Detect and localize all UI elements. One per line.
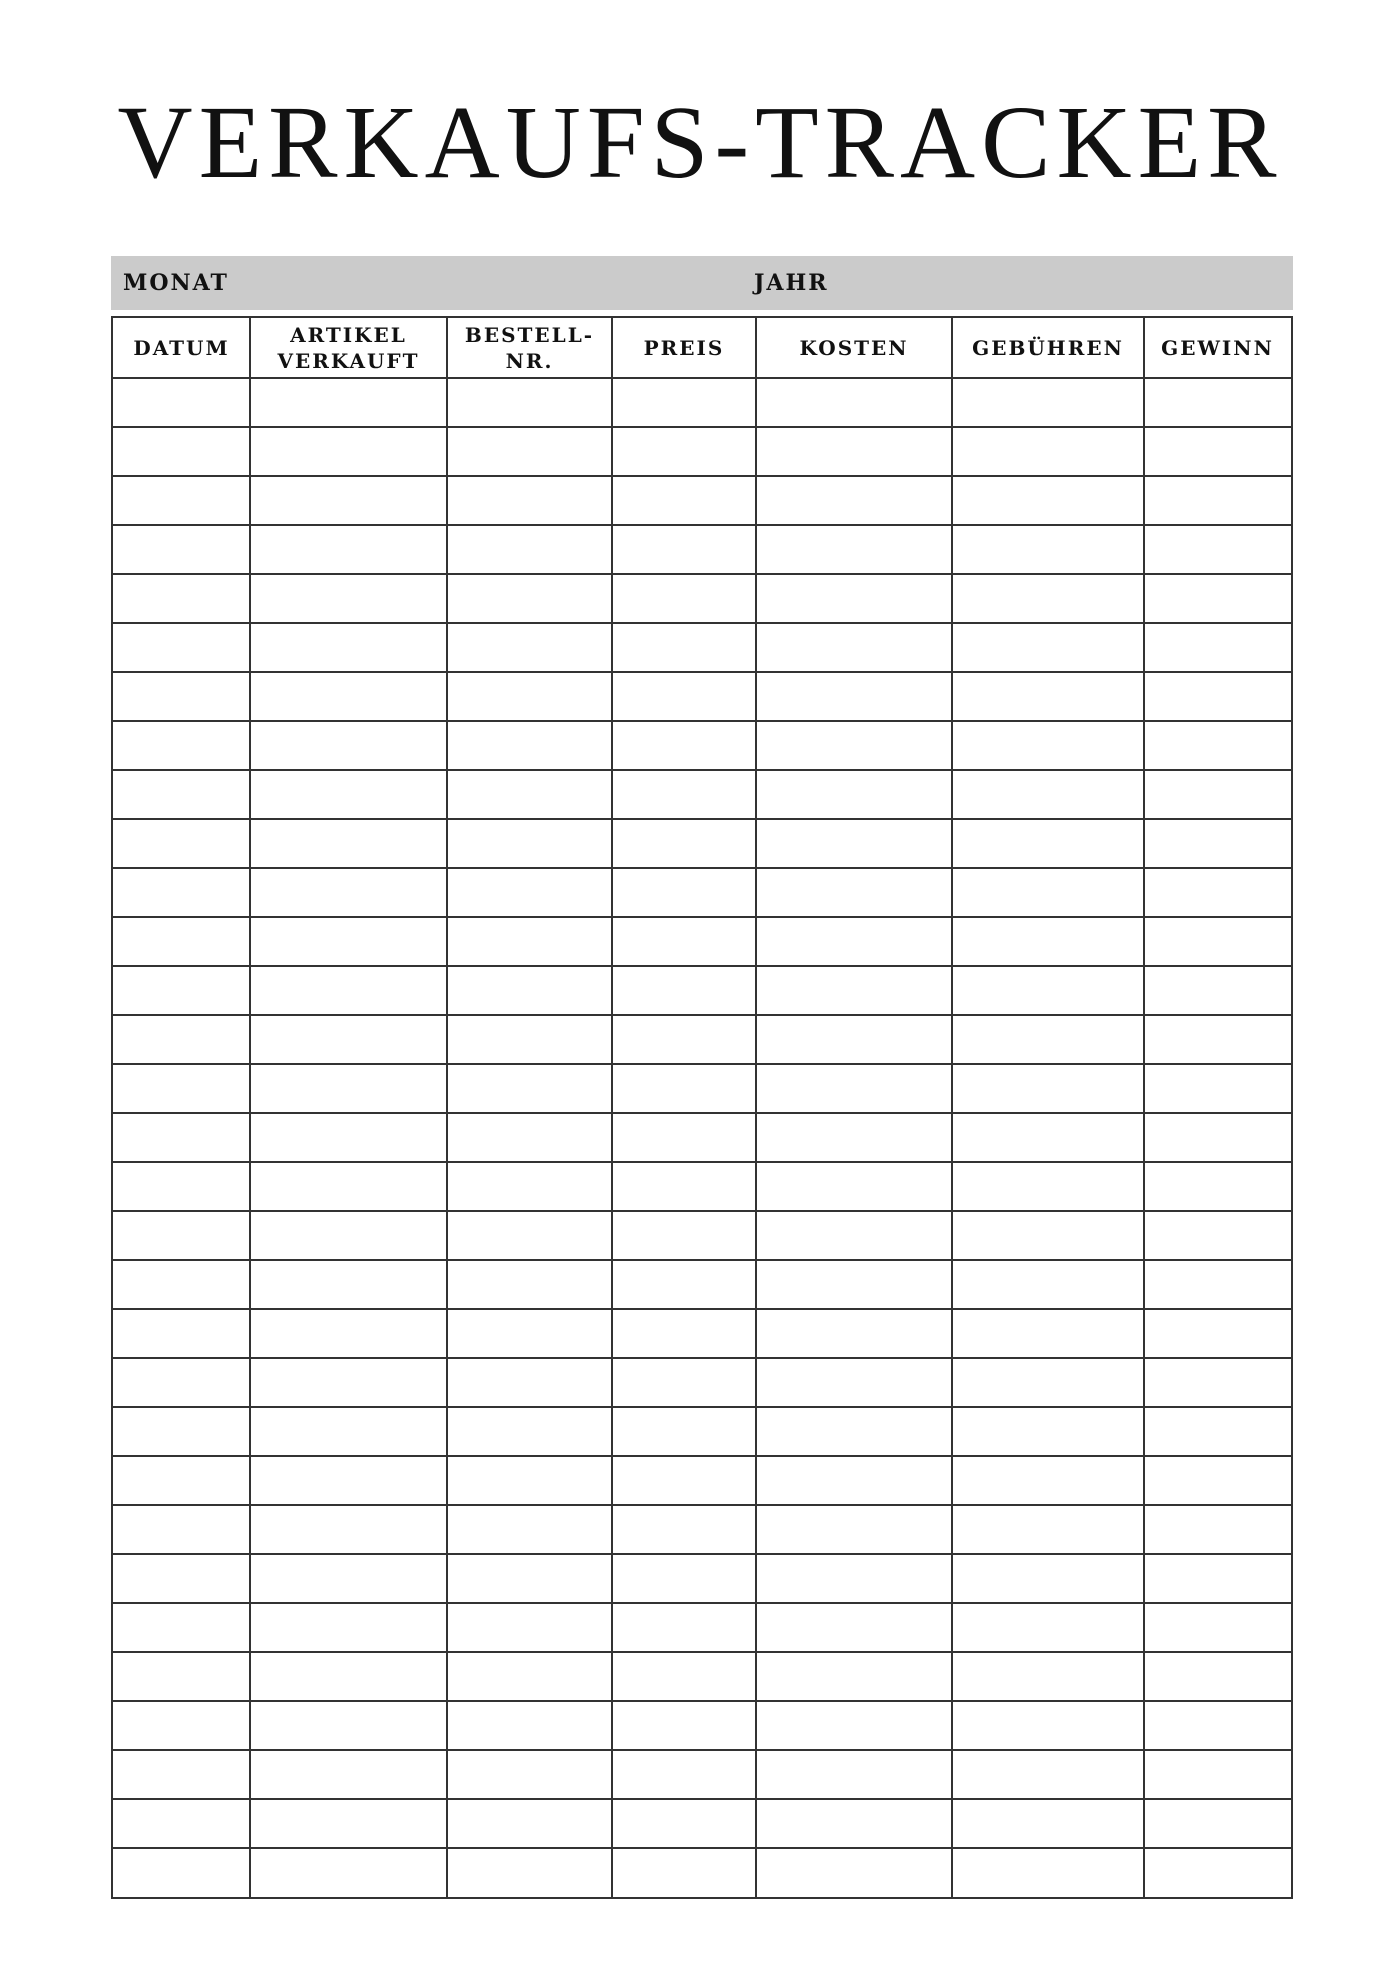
table-cell[interactable] bbox=[612, 574, 756, 623]
table-cell[interactable] bbox=[612, 1456, 756, 1505]
table-cell[interactable] bbox=[250, 1848, 447, 1897]
table-cell[interactable] bbox=[447, 1113, 612, 1162]
table-cell[interactable] bbox=[113, 966, 250, 1015]
page-title: VERKAUFS-TRACKER bbox=[117, 85, 1283, 200]
month-label: MONAT bbox=[123, 270, 229, 296]
table-cell[interactable] bbox=[447, 1211, 612, 1260]
table-cell[interactable] bbox=[113, 574, 250, 623]
table-cell[interactable] bbox=[756, 819, 952, 868]
table-cell[interactable] bbox=[1144, 672, 1291, 721]
table-row bbox=[113, 1064, 1291, 1113]
table-row bbox=[113, 1260, 1291, 1309]
table-cell[interactable] bbox=[612, 1358, 756, 1407]
table-cell[interactable] bbox=[447, 917, 612, 966]
table-cell[interactable] bbox=[612, 525, 756, 574]
table-cell[interactable] bbox=[250, 1407, 447, 1456]
table-cell[interactable] bbox=[1144, 1162, 1291, 1211]
table-cell[interactable] bbox=[612, 1750, 756, 1799]
table-cell[interactable] bbox=[447, 1701, 612, 1750]
table-cell[interactable] bbox=[113, 1358, 250, 1407]
table-cell[interactable] bbox=[952, 1456, 1144, 1505]
table-cell[interactable] bbox=[447, 1015, 612, 1064]
table-cell[interactable] bbox=[756, 1211, 952, 1260]
table-cell[interactable] bbox=[113, 1015, 250, 1064]
table-cell[interactable] bbox=[612, 1113, 756, 1162]
table-row bbox=[113, 672, 1291, 721]
table-cell[interactable] bbox=[612, 770, 756, 819]
table-cell[interactable] bbox=[952, 1701, 1144, 1750]
table-cell[interactable] bbox=[250, 623, 447, 672]
table-cell[interactable] bbox=[447, 1456, 612, 1505]
table-cell[interactable] bbox=[1144, 1211, 1291, 1260]
table-cell[interactable] bbox=[113, 1848, 250, 1897]
table-row bbox=[113, 819, 1291, 868]
table-cell[interactable] bbox=[612, 1799, 756, 1848]
table-row bbox=[113, 1358, 1291, 1407]
table-cell[interactable] bbox=[952, 1554, 1144, 1603]
table-cell[interactable] bbox=[113, 1603, 250, 1652]
column-header-1: DATUM bbox=[133, 336, 230, 360]
table-row bbox=[113, 1799, 1291, 1848]
table-cell[interactable] bbox=[250, 378, 447, 427]
column-header-2: ARTIKEL VERKAUFT bbox=[277, 323, 420, 373]
table-cell[interactable] bbox=[756, 1456, 952, 1505]
table-cell[interactable] bbox=[447, 1358, 612, 1407]
table-cell[interactable] bbox=[1144, 427, 1291, 476]
table-cell[interactable] bbox=[612, 1554, 756, 1603]
table-cell[interactable] bbox=[250, 1750, 447, 1799]
table-cell[interactable] bbox=[113, 1309, 250, 1358]
table-cell[interactable] bbox=[1144, 819, 1291, 868]
table-cell[interactable] bbox=[612, 1260, 756, 1309]
table-cell[interactable] bbox=[756, 1603, 952, 1652]
table-cell[interactable] bbox=[1144, 1113, 1291, 1162]
table-cell[interactable] bbox=[250, 1799, 447, 1848]
table-cell[interactable] bbox=[1144, 1848, 1291, 1897]
table-cell[interactable] bbox=[756, 1750, 952, 1799]
table-cell[interactable] bbox=[447, 1064, 612, 1113]
table-cell[interactable] bbox=[756, 1309, 952, 1358]
table-cell[interactable] bbox=[1144, 1799, 1291, 1848]
table-cell[interactable] bbox=[113, 525, 250, 574]
table-cell[interactable] bbox=[952, 1652, 1144, 1701]
table-row bbox=[113, 917, 1291, 966]
table-cell[interactable] bbox=[756, 1260, 952, 1309]
table-cell[interactable] bbox=[952, 1162, 1144, 1211]
table-cell[interactable] bbox=[612, 1603, 756, 1652]
table-cell[interactable] bbox=[952, 1407, 1144, 1456]
table-cell[interactable] bbox=[113, 868, 250, 917]
table-cell[interactable] bbox=[952, 574, 1144, 623]
table-cell[interactable] bbox=[1144, 1554, 1291, 1603]
table-cell[interactable] bbox=[756, 868, 952, 917]
table-cell[interactable] bbox=[1144, 574, 1291, 623]
table-cell[interactable] bbox=[756, 1162, 952, 1211]
table-cell[interactable] bbox=[952, 1064, 1144, 1113]
table-cell[interactable] bbox=[1144, 917, 1291, 966]
table-cell[interactable] bbox=[612, 672, 756, 721]
table-row bbox=[113, 1211, 1291, 1260]
table-row bbox=[113, 1750, 1291, 1799]
table-cell[interactable] bbox=[113, 1554, 250, 1603]
table-cell[interactable] bbox=[113, 1505, 250, 1554]
table-cell[interactable] bbox=[612, 1015, 756, 1064]
table-cell[interactable] bbox=[113, 1407, 250, 1456]
table-cell[interactable] bbox=[1144, 1652, 1291, 1701]
table-cell[interactable] bbox=[250, 1505, 447, 1554]
table-row bbox=[113, 1456, 1291, 1505]
table-cell[interactable] bbox=[447, 525, 612, 574]
table-cell[interactable] bbox=[113, 378, 250, 427]
table-cell[interactable] bbox=[447, 721, 612, 770]
table-row bbox=[113, 1162, 1291, 1211]
table-row bbox=[113, 1554, 1291, 1603]
table-cell[interactable] bbox=[756, 525, 952, 574]
table-cell[interactable] bbox=[756, 966, 952, 1015]
table-cell[interactable] bbox=[250, 525, 447, 574]
table-cell[interactable] bbox=[250, 770, 447, 819]
table-cell[interactable] bbox=[1144, 1603, 1291, 1652]
table-cell[interactable] bbox=[113, 1799, 250, 1848]
table-cell[interactable] bbox=[756, 1407, 952, 1456]
table-cell[interactable] bbox=[1144, 1064, 1291, 1113]
table-cell[interactable] bbox=[612, 1162, 756, 1211]
column-header-7: GEWINN bbox=[1161, 336, 1274, 360]
table-row bbox=[113, 1015, 1291, 1064]
table-cell[interactable] bbox=[113, 1701, 250, 1750]
month-year-bar bbox=[111, 256, 1293, 310]
table-cell[interactable] bbox=[250, 1701, 447, 1750]
table-cell[interactable] bbox=[612, 1064, 756, 1113]
table-row bbox=[113, 623, 1291, 672]
table-cell[interactable] bbox=[250, 1603, 447, 1652]
table-cell[interactable] bbox=[250, 1211, 447, 1260]
table-cell[interactable] bbox=[447, 1848, 612, 1897]
table-row bbox=[113, 1407, 1291, 1456]
table-cell[interactable] bbox=[447, 1652, 612, 1701]
table-cell[interactable] bbox=[250, 1015, 447, 1064]
table-cell[interactable] bbox=[612, 1309, 756, 1358]
table-cell[interactable] bbox=[1144, 623, 1291, 672]
table-cell[interactable] bbox=[1144, 1260, 1291, 1309]
table-cell[interactable] bbox=[756, 476, 952, 525]
table-cell[interactable] bbox=[952, 770, 1144, 819]
table-cell[interactable] bbox=[447, 1260, 612, 1309]
table-cell[interactable] bbox=[952, 672, 1144, 721]
table-row bbox=[113, 476, 1291, 525]
table-cell[interactable] bbox=[756, 623, 952, 672]
table-cell[interactable] bbox=[113, 427, 250, 476]
table-cell[interactable] bbox=[447, 1554, 612, 1603]
table-cell[interactable] bbox=[1144, 525, 1291, 574]
table-cell[interactable] bbox=[447, 1162, 612, 1211]
table-cell[interactable] bbox=[952, 1799, 1144, 1848]
table-row bbox=[113, 427, 1291, 476]
table-cell[interactable] bbox=[756, 378, 952, 427]
sales-table bbox=[111, 316, 1293, 1899]
table-cell[interactable] bbox=[113, 1162, 250, 1211]
table-cell[interactable] bbox=[612, 1652, 756, 1701]
table-cell[interactable] bbox=[952, 1603, 1144, 1652]
table-cell[interactable] bbox=[1144, 868, 1291, 917]
table-cell[interactable] bbox=[756, 1848, 952, 1897]
table-cell[interactable] bbox=[447, 476, 612, 525]
table-cell[interactable] bbox=[1144, 1015, 1291, 1064]
table-cell[interactable] bbox=[113, 672, 250, 721]
table-cell[interactable] bbox=[612, 427, 756, 476]
table-cell[interactable] bbox=[756, 1652, 952, 1701]
table-cell[interactable] bbox=[447, 378, 612, 427]
column-header-3: BESTELL-NR. bbox=[464, 323, 595, 373]
table-cell[interactable] bbox=[952, 917, 1144, 966]
table-cell[interactable] bbox=[1144, 1407, 1291, 1456]
table-cell[interactable] bbox=[447, 1603, 612, 1652]
table-cell[interactable] bbox=[952, 1211, 1144, 1260]
table-cell[interactable] bbox=[1144, 1456, 1291, 1505]
table-cell[interactable] bbox=[447, 672, 612, 721]
table-row bbox=[113, 574, 1291, 623]
table-cell[interactable] bbox=[1144, 1750, 1291, 1799]
table-cell[interactable] bbox=[447, 819, 612, 868]
table-cell[interactable] bbox=[612, 623, 756, 672]
table-cell[interactable] bbox=[447, 1309, 612, 1358]
table-cell[interactable] bbox=[756, 1799, 952, 1848]
table-cell[interactable] bbox=[952, 966, 1144, 1015]
table-cell[interactable] bbox=[612, 1211, 756, 1260]
table-cell[interactable] bbox=[952, 1309, 1144, 1358]
table-cell[interactable] bbox=[113, 1456, 250, 1505]
table-cell[interactable] bbox=[447, 1750, 612, 1799]
table-cell[interactable] bbox=[447, 427, 612, 476]
table-cell[interactable] bbox=[612, 476, 756, 525]
table-cell[interactable] bbox=[612, 1848, 756, 1897]
table-cell[interactable] bbox=[952, 1750, 1144, 1799]
table-cell[interactable] bbox=[250, 1358, 447, 1407]
table-cell[interactable] bbox=[250, 721, 447, 770]
table-row bbox=[113, 1652, 1291, 1701]
table-cell[interactable] bbox=[250, 966, 447, 1015]
table-cell[interactable] bbox=[250, 1260, 447, 1309]
table-cell[interactable] bbox=[250, 1456, 447, 1505]
column-header-6: GEBÜHREN bbox=[972, 336, 1124, 360]
table-cell[interactable] bbox=[113, 1211, 250, 1260]
table-cell[interactable] bbox=[113, 721, 250, 770]
table-cell[interactable] bbox=[952, 427, 1144, 476]
table-cell[interactable] bbox=[756, 1554, 952, 1603]
table-cell[interactable] bbox=[113, 1652, 250, 1701]
table-cell[interactable] bbox=[113, 1750, 250, 1799]
table-cell[interactable] bbox=[250, 1652, 447, 1701]
table-row bbox=[113, 770, 1291, 819]
table-row bbox=[113, 1701, 1291, 1750]
table-cell[interactable] bbox=[1144, 1701, 1291, 1750]
year-label: JAHR bbox=[754, 270, 829, 296]
table-cell[interactable] bbox=[952, 1505, 1144, 1554]
table-cell[interactable] bbox=[952, 1358, 1144, 1407]
table-cell[interactable] bbox=[1144, 770, 1291, 819]
table-cell[interactable] bbox=[250, 819, 447, 868]
table-cell[interactable] bbox=[447, 1407, 612, 1456]
table-cell[interactable] bbox=[447, 770, 612, 819]
table-cell[interactable] bbox=[250, 476, 447, 525]
table-cell[interactable] bbox=[447, 1505, 612, 1554]
table-cell[interactable] bbox=[250, 427, 447, 476]
table-cell[interactable] bbox=[952, 868, 1144, 917]
table-cell[interactable] bbox=[952, 623, 1144, 672]
table-cell[interactable] bbox=[756, 917, 952, 966]
table-cell[interactable] bbox=[1144, 476, 1291, 525]
table-cell[interactable] bbox=[612, 378, 756, 427]
table-cell[interactable] bbox=[250, 917, 447, 966]
table-cell[interactable] bbox=[250, 672, 447, 721]
table-cell[interactable] bbox=[113, 770, 250, 819]
table-cell[interactable] bbox=[447, 623, 612, 672]
column-header-5: KOSTEN bbox=[799, 336, 909, 360]
table-cell[interactable] bbox=[756, 672, 952, 721]
table-cell[interactable] bbox=[756, 574, 952, 623]
table-cell[interactable] bbox=[1144, 1309, 1291, 1358]
table-cell[interactable] bbox=[113, 476, 250, 525]
table-cell[interactable] bbox=[952, 476, 1144, 525]
table-row bbox=[113, 1505, 1291, 1554]
table-cell[interactable] bbox=[1144, 721, 1291, 770]
table-cell[interactable] bbox=[250, 1162, 447, 1211]
table-row bbox=[113, 1309, 1291, 1358]
table-row bbox=[113, 378, 1291, 427]
table-cell[interactable] bbox=[113, 819, 250, 868]
table-cell[interactable] bbox=[612, 917, 756, 966]
table-cell[interactable] bbox=[756, 1113, 952, 1162]
table-cell[interactable] bbox=[250, 1113, 447, 1162]
table-row bbox=[113, 1603, 1291, 1652]
table-row bbox=[113, 1848, 1291, 1897]
table-cell[interactable] bbox=[952, 721, 1144, 770]
table-row bbox=[113, 868, 1291, 917]
table-cell[interactable] bbox=[952, 1848, 1144, 1897]
table-cell[interactable] bbox=[113, 1064, 250, 1113]
table-cell[interactable] bbox=[756, 1064, 952, 1113]
table-cell[interactable] bbox=[952, 378, 1144, 427]
table-cell[interactable] bbox=[113, 623, 250, 672]
table-cell[interactable] bbox=[447, 574, 612, 623]
table-cell[interactable] bbox=[113, 1260, 250, 1309]
table-cell[interactable] bbox=[756, 1505, 952, 1554]
table-cell[interactable] bbox=[250, 1064, 447, 1113]
table-cell[interactable] bbox=[612, 868, 756, 917]
table-cell[interactable] bbox=[952, 1113, 1144, 1162]
table-row bbox=[113, 1113, 1291, 1162]
table-cell[interactable] bbox=[447, 1799, 612, 1848]
table-cell[interactable] bbox=[447, 966, 612, 1015]
table-cell[interactable] bbox=[113, 1113, 250, 1162]
table-cell[interactable] bbox=[756, 1701, 952, 1750]
table-cell[interactable] bbox=[756, 427, 952, 476]
table-cell[interactable] bbox=[1144, 378, 1291, 427]
table-cell[interactable] bbox=[612, 819, 756, 868]
table-cell[interactable] bbox=[113, 917, 250, 966]
table-cell[interactable] bbox=[612, 1505, 756, 1554]
table-cell[interactable] bbox=[952, 819, 1144, 868]
table-cell[interactable] bbox=[952, 525, 1144, 574]
table-cell[interactable] bbox=[952, 1015, 1144, 1064]
table-row bbox=[113, 525, 1291, 574]
table-cell[interactable] bbox=[250, 1309, 447, 1358]
table-cell[interactable] bbox=[1144, 1358, 1291, 1407]
table-cell[interactable] bbox=[612, 721, 756, 770]
table-cell[interactable] bbox=[1144, 1505, 1291, 1554]
table-cell[interactable] bbox=[756, 770, 952, 819]
table-cell[interactable] bbox=[756, 1015, 952, 1064]
table-cell[interactable] bbox=[756, 1358, 952, 1407]
table-cell[interactable] bbox=[447, 868, 612, 917]
column-header-4: PREIS bbox=[643, 336, 725, 360]
table-cell[interactable] bbox=[612, 966, 756, 1015]
table-cell[interactable] bbox=[612, 1701, 756, 1750]
table-cell[interactable] bbox=[1144, 966, 1291, 1015]
table-cell[interactable] bbox=[756, 721, 952, 770]
table-cell[interactable] bbox=[250, 574, 447, 623]
table-row bbox=[113, 966, 1291, 1015]
table-row bbox=[113, 721, 1291, 770]
table-cell[interactable] bbox=[612, 1407, 756, 1456]
table-cell[interactable] bbox=[250, 1554, 447, 1603]
table-cell[interactable] bbox=[952, 1260, 1144, 1309]
table-cell[interactable] bbox=[250, 868, 447, 917]
